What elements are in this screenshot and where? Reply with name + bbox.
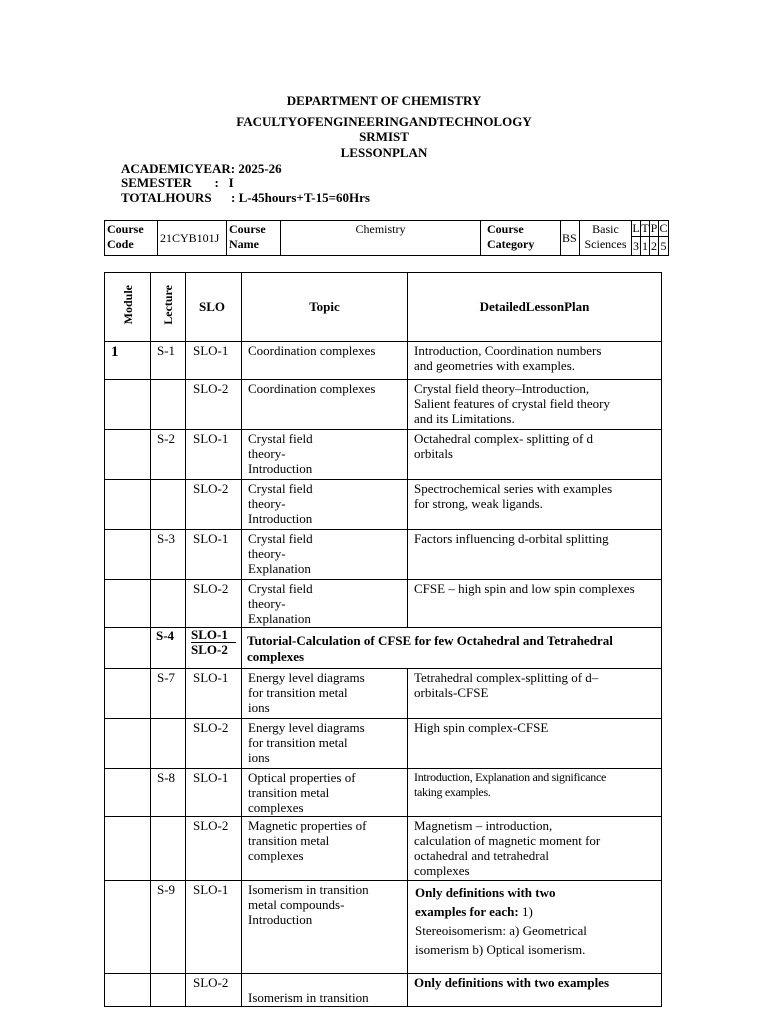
lesson-slo: SLO-1 — [186, 430, 242, 480]
lesson-detail: Only definitions with two examples — [408, 974, 662, 1007]
lesson-module — [105, 430, 151, 480]
plan-header-row — [105, 273, 662, 342]
total-hours: TOTALHOURS : L-45hours+T-15=60Hrs — [121, 190, 370, 205]
lesson-module — [105, 974, 151, 1007]
institute-title: SRMIST — [359, 129, 409, 144]
lesson-topic: Coordination complexes — [242, 380, 408, 430]
lesson-detail: Octahedral complex- splitting of d orbitals — [408, 430, 662, 480]
lesson-slo: SLO-2 — [186, 817, 242, 881]
document-title: LESSONPLAN — [340, 145, 428, 160]
p-label: P — [650, 221, 658, 235]
course-name: Chemistry — [281, 221, 481, 256]
lesson-lecture: S-1 — [151, 342, 186, 380]
lesson-lecture — [151, 974, 186, 1007]
lesson-lecture — [151, 480, 186, 530]
t-value: 1 — [641, 237, 650, 256]
iso-detail-rest: Stereoisomerism: a) Geometrical isomerism b) Optical isomerism. — [415, 923, 587, 957]
lesson-module — [105, 817, 151, 881]
lesson-slo: SLO-1 — [186, 769, 242, 817]
t-label: T — [641, 221, 649, 235]
lesson-slo: SLO-2 — [186, 719, 242, 769]
iso-detail — [408, 881, 662, 974]
lecture-header: Lecture — [161, 285, 175, 325]
lesson-topic: Energy level diagrams for transition metal ions — [242, 719, 408, 769]
c-value: 5 — [659, 237, 669, 256]
semester: SEMESTER : I — [121, 175, 234, 190]
lesson-lecture — [151, 817, 186, 881]
course-name-label: Course Name — [227, 221, 281, 256]
lesson-module — [105, 480, 151, 530]
lesson-topic: Crystal field theory- Introduction — [242, 480, 408, 530]
iso-detail-num: 1) — [518, 904, 533, 919]
course-info-table — [104, 220, 669, 256]
lesson-module — [105, 580, 151, 628]
lesson-topic: Crystal field theory- Explanation — [242, 530, 408, 580]
iso-row — [105, 881, 662, 974]
iso-detail-bold: Only definitions with two examples for each: — [415, 885, 556, 919]
detail-header: DetailedLessonPlan — [408, 273, 662, 342]
lesson-topic: Crystal field theory- Introduction — [242, 430, 408, 480]
lesson-slo: SLO-1 — [186, 669, 242, 719]
lesson-detail: Magnetism – introduction, calculation of magnetic moment for octahedral and tetrahedral complexes — [408, 817, 662, 881]
lesson-row — [105, 480, 662, 530]
lesson-slo: SLO-1 — [186, 342, 242, 380]
tutorial-slo-2: SLO-2 — [191, 642, 228, 657]
course-category-label: Course Category — [481, 221, 561, 256]
lesson-row — [105, 769, 662, 817]
academic-year: ACADEMICYEAR: 2025-26 — [121, 161, 282, 176]
lesson-topic: Optical properties of transition metal complexes — [242, 769, 408, 817]
lesson-lecture: S-2 — [151, 430, 186, 480]
lesson-row — [105, 580, 662, 628]
basic-sciences: Basic Sciences — [580, 221, 632, 256]
lesson-lecture — [151, 580, 186, 628]
l-value: 3 — [632, 237, 641, 256]
module-header: Module — [120, 285, 135, 325]
course-category: BS — [561, 221, 580, 256]
lesson-row — [105, 719, 662, 769]
topic-header: Topic — [242, 273, 408, 342]
lesson-slo: SLO-2 — [186, 974, 242, 1007]
p-value: 2 — [650, 237, 659, 256]
lesson-topic: Energy level diagrams for transition metal ions — [242, 669, 408, 719]
lesson-module: 1 — [105, 342, 151, 380]
iso-topic: Isomerism in transition metal compounds- Introduction — [242, 881, 408, 974]
lesson-lecture — [151, 380, 186, 430]
lesson-detail: Spectrochemical series with examples for strong, weak ligands. — [408, 480, 662, 530]
lesson-row — [105, 817, 662, 881]
lesson-row — [105, 430, 662, 480]
lesson-slo: SLO-2 — [186, 380, 242, 430]
lesson-lecture: S-8 — [151, 769, 186, 817]
tutorial-slo-1: SLO-1 — [191, 628, 236, 643]
lesson-topic: Coordination complexes — [242, 342, 408, 380]
lesson-row — [105, 530, 662, 580]
c-label: C — [659, 221, 668, 235]
lesson-module — [105, 769, 151, 817]
lesson-topic: Crystal field theory- Explanation — [242, 580, 408, 628]
tutorial-text: Tutorial-Calculation of CFSE for few Octahedral and Tetrahedral complexes — [242, 628, 662, 669]
lesson-lecture — [151, 719, 186, 769]
lesson-topic: Magnetic properties of transition metal complexes — [242, 817, 408, 881]
lesson-slo: SLO-2 — [186, 480, 242, 530]
tutorial-lecture: S-4 — [151, 628, 186, 669]
l-label: L — [632, 221, 640, 235]
lesson-topic: Isomerism in transition — [242, 974, 408, 1007]
lesson-detail: Crystal field theory–Introduction, Salient features of crystal field theory and its Limitations. — [408, 380, 662, 430]
lesson-row — [105, 974, 662, 1007]
faculty-title: FACULTYOFENGINEERINGANDTECHNOLOGY — [236, 114, 532, 129]
course-code-label: Course Code — [105, 221, 158, 256]
lesson-detail: CFSE – high spin and low spin complexes — [408, 580, 662, 628]
lesson-module — [105, 530, 151, 580]
lesson-detail: Factors influencing d-orbital splitting — [408, 530, 662, 580]
lesson-lecture: S-7 — [151, 669, 186, 719]
iso-lecture: S-9 — [151, 881, 186, 974]
lesson-row — [105, 669, 662, 719]
department-title: DEPARTMENT OF CHEMISTRY — [286, 93, 482, 108]
lesson-detail: Tetrahedral complex-splitting of d– orbitals-CFSE — [408, 669, 662, 719]
lesson-detail: Introduction, Coordination numbers and geometries with examples. — [408, 342, 662, 380]
lesson-plan-table — [104, 272, 662, 1007]
lesson-module — [105, 669, 151, 719]
course-code: 21CYB101J — [158, 221, 227, 256]
lesson-slo: SLO-1 — [186, 530, 242, 580]
lesson-slo: SLO-2 — [186, 580, 242, 628]
lesson-module — [105, 380, 151, 430]
lesson-row — [105, 342, 662, 380]
tutorial-row — [105, 628, 662, 669]
slo-header: SLO — [186, 273, 242, 342]
lesson-detail: Introduction, Explanation and significance taking examples. — [408, 769, 662, 817]
lesson-module — [105, 719, 151, 769]
iso-slo: SLO-1 — [186, 881, 242, 974]
lesson-row — [105, 380, 662, 430]
lesson-detail: High spin complex-CFSE — [408, 719, 662, 769]
lesson-lecture: S-3 — [151, 530, 186, 580]
